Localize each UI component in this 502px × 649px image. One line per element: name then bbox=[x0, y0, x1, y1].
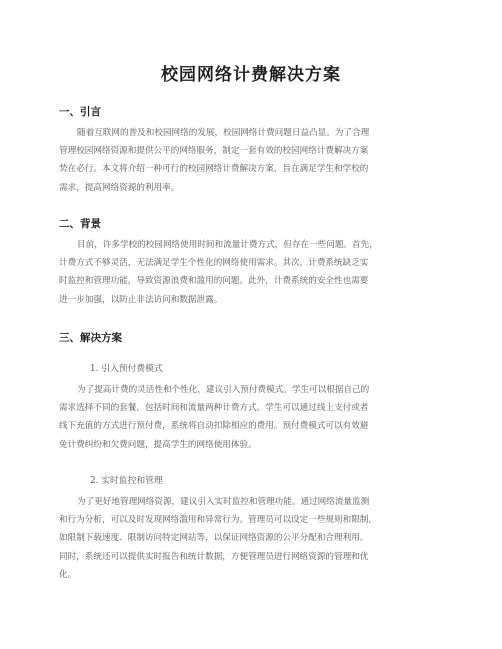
document-title: 校园网络计费解决方案 bbox=[161, 65, 341, 85]
paragraph-line: 进一步加强，以防止非法访问和数据泄露。 bbox=[59, 294, 223, 305]
paragraph-line: 管理校园网络资源和提供公平的网络服务，制定一套有效的校园网络计费解决方案 bbox=[59, 146, 369, 157]
section-heading-solution: 三、解决方案 bbox=[59, 332, 122, 344]
paragraph-line: 目前，许多学校的校园网络使用时间和流量计费方式，但存在一些问题。首先， bbox=[77, 240, 378, 250]
paragraph-line: 需求，提高网络资源的利用率。 bbox=[59, 182, 180, 193]
paragraph-line: 和行为分析，可以及时发现网络滥用和异常行为。管理员可以设定一些规则和限制， bbox=[59, 515, 377, 526]
paragraph-line: 如限制下载速度、限制访问特定网站等，以保证网络资源的公平分配和合理利用。 bbox=[59, 533, 369, 544]
paragraph-line: 免计费纠纷和欠费问题，提高学生的网络使用体验。 bbox=[59, 439, 257, 450]
paragraph-line: 线下充值的方式进行预付费，系统将自动扣除相应的费用。预付费模式可以有效避 bbox=[59, 421, 369, 432]
paragraph-line: 时监控和管理功能，导致资源浪费和滥用的问题。此外，计费系统的安全性也需要 bbox=[59, 276, 369, 287]
paragraph-line: 随着互联网的普及和校园网络的发展，校园网络计费问题日益凸显。为了合理 bbox=[77, 128, 370, 138]
subsection-title-monitoring: 2. 实时监控和管理 bbox=[90, 476, 163, 486]
section-heading-introduction: 一、引言 bbox=[59, 106, 101, 118]
paragraph-line: 计费方式不够灵活，无法满足学生个性化的网络使用需求。其次，计费系统缺乏实 bbox=[59, 258, 369, 269]
paragraph-line: 势在必行。本文将介绍一种可行的校园网络计费解决方案，旨在满足学生和学校的 bbox=[59, 164, 369, 175]
paragraph-line: 为了更好地管理网络资源，建议引入实时监控和管理功能。通过网络流量监测 bbox=[77, 497, 370, 507]
section-heading-background: 二、背景 bbox=[59, 218, 101, 230]
paragraph-prepaid bbox=[59, 381, 449, 454]
paragraph-background bbox=[59, 236, 449, 309]
paragraph-line: 同时，系统还可以提供实时报告和统计数据，方便管理员进行网络资源的管理和优 bbox=[59, 551, 369, 562]
subsection-title-prepaid: 1. 引入预付费模式 bbox=[90, 364, 163, 374]
paragraph-line: 为了提高计费的灵活性和个性化，建议引入预付费模式。学生可以根据自己的 bbox=[77, 385, 370, 395]
paragraph-introduction bbox=[59, 124, 449, 197]
paragraph-monitoring bbox=[59, 493, 449, 584]
paragraph-line: 需求选择不同的套餐，包括时间和流量两种计费方式。学生可以通过线上支付或者 bbox=[59, 403, 369, 414]
paragraph-line: 化。 bbox=[59, 569, 77, 580]
